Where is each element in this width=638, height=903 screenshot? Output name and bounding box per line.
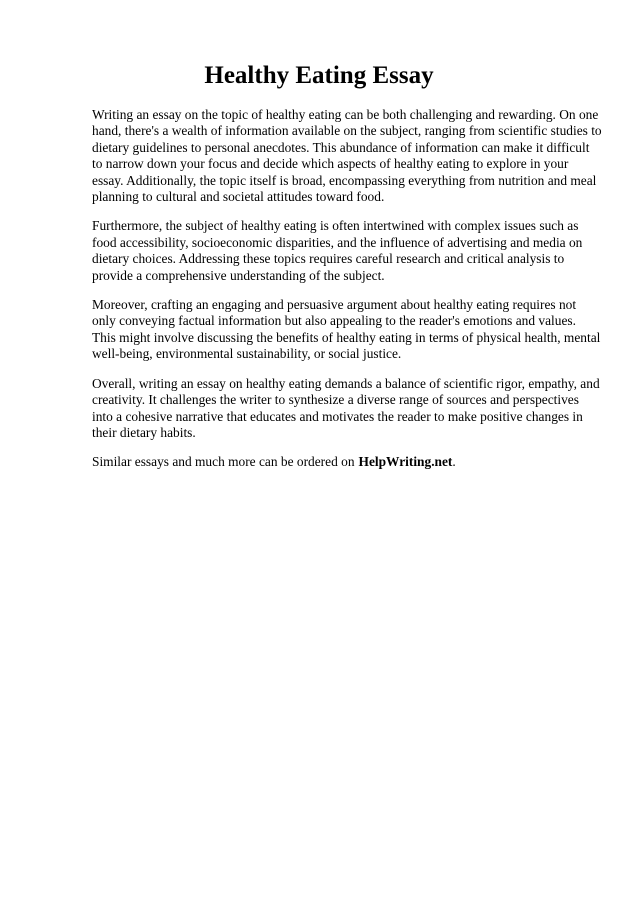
document-body: [92, 107, 602, 471]
closing-suffix: .: [452, 454, 456, 470]
paragraph-1: Writing an essay on the topic of healthy eating can be both challenging and rewarding. On one hand, there's a wealth of information available on the subject, ranging from scientific studies to dietary guidelines to personal anecdotes. This abundance of information can make it difficult to narrow down your focus and decide which aspects of healthy eating to explore in your essay. Additionally, the topic itself is broad, encompassing everything from nutrition and meal planning to cultural and societal attitudes toward food.: [92, 107, 602, 205]
document-title: Healthy Eating Essay: [204, 62, 434, 89]
brand-link[interactable]: HelpWriting.net: [358, 454, 453, 470]
closing-line: [92, 454, 602, 470]
paragraph-3: Moreover, crafting an engaging and persuasive argument about healthy eating requires not only conveying factual information but also appealing to the reader's emotions and values. This might involve discussing the benefits of healthy eating in terms of physical health, mental well-being, environmental sustainability, or social justice.: [92, 297, 601, 362]
closing-text: Similar essays and much more can be ordered on: [92, 454, 355, 470]
paragraph-2: Furthermore, the subject of healthy eating is often intertwined with complex issues such as food accessibility, socioeconomic disparities, and the influence of advertising and media on dietary choices. Addressing these topics requires careful research and critical analysis to provide a comprehensive understanding of the subject.: [92, 218, 583, 283]
paragraph-4: Overall, writing an essay on healthy eating demands a balance of scientific rigor, empathy, and creativity. It challenges the writer to synthesize a diverse range of sources and perspectives into a cohesive narrative that educates and motivates the reader to make positive changes in their dietary habits.: [92, 375, 600, 440]
